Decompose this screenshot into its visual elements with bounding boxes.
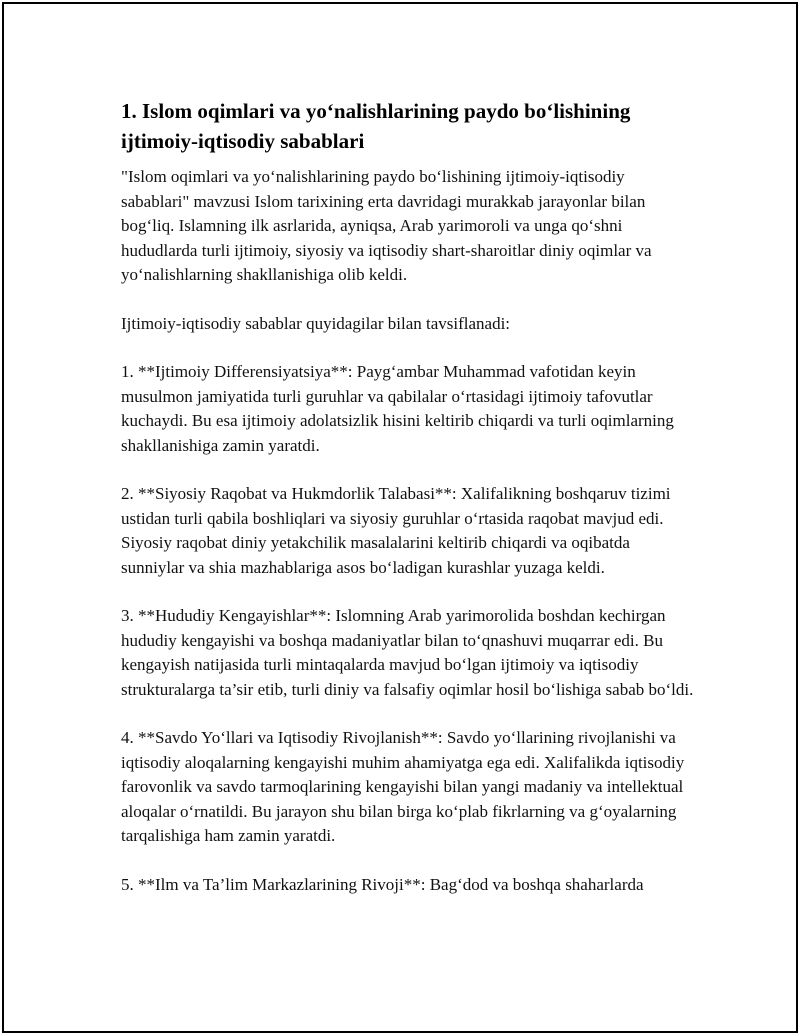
cause-item-3: 3. **Hududiy Kengayishlar**: Islomning Arab yarimorolida boshdan kechirgan hududiy kengayishi va boshqa madaniyatlar bilan to‘qnashuvi muqarrar edi. Bu kengayish natijasida turli mintaqalarda mavjud bo‘lgan ijtimoiy va iqtisodiy strukturalarga ta’sir etib, turli diniy va falsafiy oqimlar hosil bo‘lishiga sabab bo‘ldi. bbox=[121, 606, 694, 699]
cause-item-2: 2. **Siyosiy Raqobat va Hukmdorlik Talabasi**: Xalifalikning boshqaruv tizimi ustidan turli qabila boshliqlari va siyosiy guruhlar o‘rtasida raqobat mavjud edi. Siyosiy raqobat diniy yetakchilik masalalarini keltirib chiqardi va oqibatda sunniylar va shia mazhablariga asos bo‘ladigan kurashlar yuzaga keldi. bbox=[121, 484, 671, 577]
cause-item-1: 1. **Ijtimoiy Differensiyatsiya**: Payg‘ambar Muhammad vafotidan keyin musulmon jamiyatida turli guruhlar va qabilalar o‘rtasidagi ijtimoiy tafovutlar kuchaydi. Bu esa ijtimoiy adolatsizlik hisini keltirib chiqardi va turli oqimlarning shakllanishiga zamin yaratdi. bbox=[121, 362, 674, 455]
document-body bbox=[121, 96, 696, 921]
cause-item-4: 4. **Savdo Yo‘llari va Iqtisodiy Rivojlanish**: Savdo yo‘llarining rivojlanishi va iqtisodiy aloqalarning kengayishi muhim ahamiyatga ega edi. Xalifalikda iqtisodiy farovonlik va savdo tarmoqlarining kengayishi bilan yangi madaniy va intellektual aloqalar o‘rnatildi. Bu jarayon shu bilan birga ko‘plab fikrlarning va g‘oyalarning tarqalishiga ham zamin yaratdi. bbox=[121, 728, 685, 845]
causes-lead-paragraph: Ijtimoiy-iqtisodiy sabablar quyidagilar bilan tavsiflanadi: bbox=[121, 313, 511, 333]
cause-item-5: 5. **Ilm va Ta’lim Markazlarining Rivoji**: Bag‘dod va boshqa shaharlarda bbox=[121, 874, 644, 894]
section-heading: 1. Islom oqimlari va yo‘nalishlarining paydo bo‘lishining ijtimoiy-iqtisodiy sabablari bbox=[121, 99, 631, 153]
intro-paragraph: "Islom oqimlari va yo‘nalishlarining paydo bo‘lishining ijtimoiy-iqtisodiy sabablari" mavzusi Islom tarixining erta davridagi murakkab jarayonlar bilan bog‘liq. Islamning ilk asrlarida, ayniqsa, Arab yarimoroli va unga qo‘shni hududlarda turli ijtimoiy, siyosiy va iqtisodiy shart-sharoitlar diniy oqimlar va yo‘nalishlarning shakllanishiga olib keldi. bbox=[121, 167, 652, 284]
document-page bbox=[2, 2, 798, 1033]
